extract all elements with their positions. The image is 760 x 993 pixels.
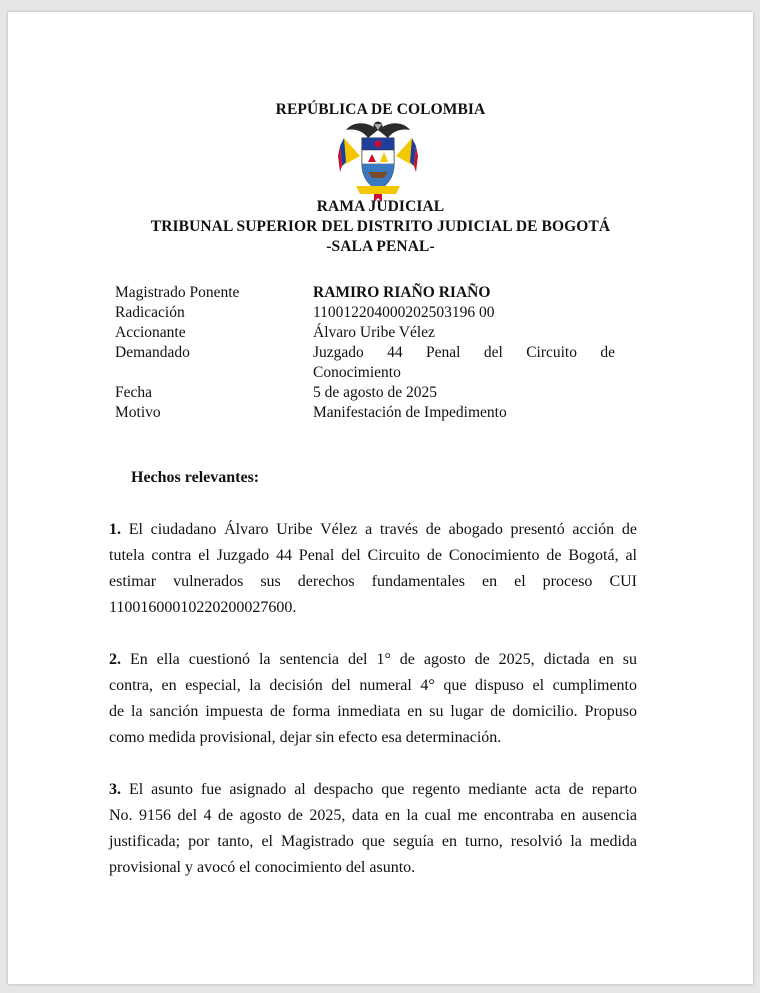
country-heading: REPÚBLICA DE COLOMBIA	[275, 101, 486, 118]
paragraph-line	[109, 517, 637, 543]
meta-value: RAMIRO RIAÑO RIAÑO	[313, 284, 491, 301]
paragraph-2	[109, 647, 637, 751]
paragraph-line: como medida provisional, dejar sin efecto esa determinación.	[109, 729, 502, 746]
meta-label: Radicación	[115, 304, 185, 321]
meta-value: Manifestación de Impedimento	[313, 404, 507, 421]
paragraph-number: 1.	[109, 521, 121, 538]
meta-row-demandado	[115, 343, 615, 383]
colombia-coat-of-arms-icon	[338, 116, 418, 202]
meta-label: Accionante	[115, 324, 186, 341]
paragraph-number: 3.	[109, 781, 121, 798]
meta-value-line: Conocimiento	[313, 364, 401, 381]
meta-row-motivo	[115, 403, 615, 423]
meta-value: 5 de agosto de 2025	[313, 384, 437, 401]
paragraph-line: tutela contra el Juzgado 44 Penal del Circuito de Conocimiento de Bogotá, al	[109, 547, 637, 564]
case-metadata	[115, 283, 615, 423]
paragraph-text: En ella cuestionó la sentencia del 1° de agosto de 2025, dictada en su	[121, 651, 637, 668]
meta-label: Magistrado Ponente	[115, 284, 240, 301]
meta-row-accionante	[115, 323, 615, 343]
paragraph-line: 11001600010220200027600.	[109, 599, 297, 616]
paragraph-3	[109, 777, 637, 881]
paragraph-line	[109, 647, 637, 673]
meta-value: Álvaro Uribe Vélez	[313, 324, 435, 341]
meta-value	[313, 343, 615, 383]
document-page	[8, 12, 753, 984]
paragraph-line: justificada; por tanto, el Magistrado que seguía en turno, resolvió la medida	[109, 833, 637, 850]
meta-row-magistrado	[115, 283, 615, 303]
meta-row-radicacion	[115, 303, 615, 323]
chamber-heading: -SALA PENAL-	[326, 238, 435, 255]
meta-label: Demandado	[115, 344, 190, 361]
branch-heading: RAMA JUDICIAL	[316, 198, 445, 215]
paragraph-text: El asunto fue asignado al despacho que regento mediante acta de reparto	[121, 781, 637, 798]
meta-label: Motivo	[115, 404, 161, 421]
paragraph-text: El ciudadano Álvaro Uribe Vélez a través de abogado presentó acción de	[121, 521, 637, 538]
paragraph-line: contra, en especial, la decisión del numeral 4° que dispuso el cumplimento	[109, 677, 637, 694]
meta-row-fecha	[115, 383, 615, 403]
paragraph-line: de la sanción impuesta de forma inmediata en su lugar de domicilio. Propuso	[109, 703, 637, 720]
meta-label: Fecha	[115, 384, 153, 401]
paragraph-1	[109, 517, 637, 621]
paragraph-line: estimar vulnerados sus derechos fundamentales en el proceso CUI	[109, 573, 637, 590]
paragraph-line: No. 9156 del 4 de agosto de 2025, data en la cual me encontraba en ausencia	[109, 807, 637, 824]
paragraph-line: provisional y avocó el conocimiento del asunto.	[109, 859, 416, 876]
court-heading: TRIBUNAL SUPERIOR DEL DISTRITO JUDICIAL DE BOGOTÁ	[150, 218, 611, 235]
meta-value-line: Juzgado 44 Penal del Circuito de	[313, 344, 615, 361]
section-title: Hechos relevantes:	[131, 469, 260, 486]
paragraph-number: 2.	[109, 651, 121, 668]
paragraph-line	[109, 777, 637, 803]
meta-value: 110012204000202503196 00	[313, 304, 495, 321]
